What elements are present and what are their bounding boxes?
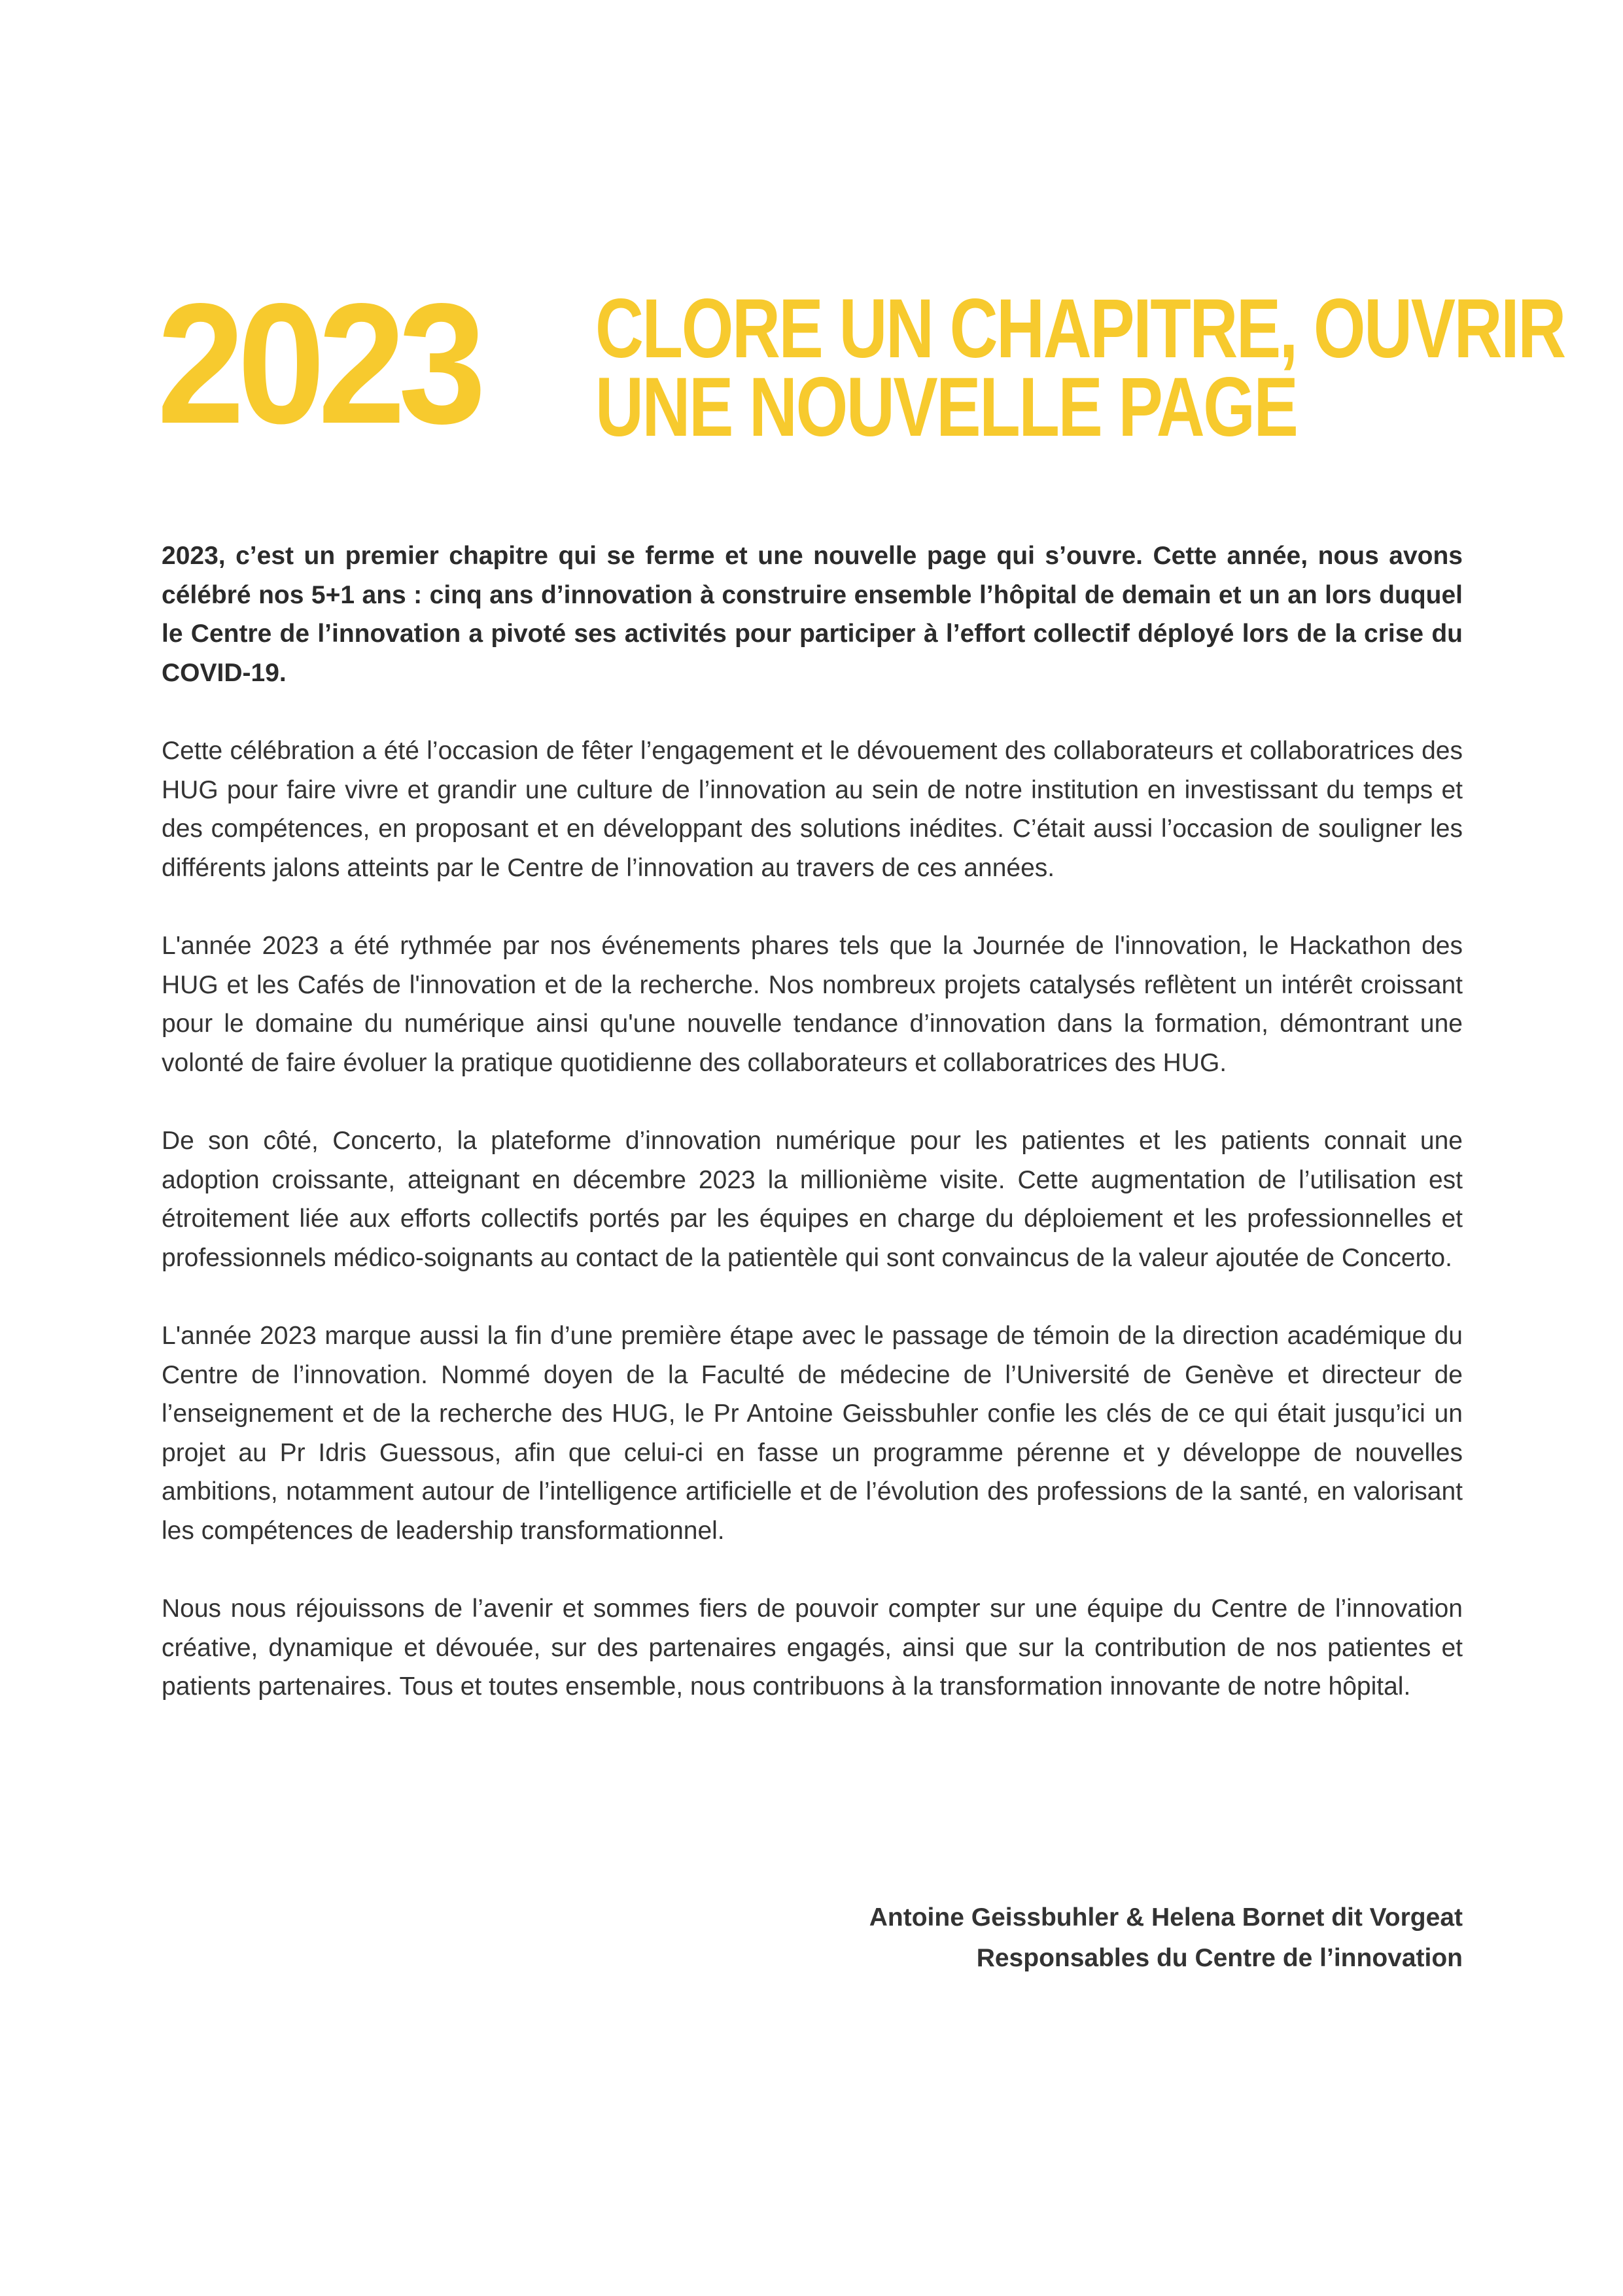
paragraph-direction: L'année 2023 marque aussi la fin d’une première étape avec le passage de témoin de la direction académique du Centre de l’innovation. Nommé doyen de la Faculté de médecine de l’Université de Genève et directeur de l’enseignement et de la recherche des HUG, le Pr Antoine Geissbuhler confie les clés de ce qui était jusqu’ici un projet au Pr Idris Guessous, afin que celui-ci en fasse un programme pérenne et y développe de nouvelles ambitions, notamment autour de l’intelligence artificielle et de l’évolution des professions de la santé, en valorisant les compétences de leadership transformationnel. — [162, 1322, 1463, 1545]
page-header — [157, 268, 1565, 461]
signature-names: Antoine Geissbuhler & Helena Bornet dit Vorgeat — [869, 1903, 1463, 1932]
paragraph-events: L'année 2023 a été rythmée par nos événements phares tels que la Journée de l'innovation, le Hackathon des HUG et les Cafés de l'innovation et de la recherche. Nos nombreux projets catalysés reflètent un intérêt croissant pour le domaine du numérique ainsi qu'une nouvelle tendance d’innovation dans la formation, démontrant une volonté de faire évoluer la pratique quotidienne des collaborateurs et collaboratrices des HUG. — [162, 932, 1463, 1077]
intro-paragraph: 2023, c’est un premier chapitre qui se ferme et une nouvelle page qui s’ouvre. Cette année, nous avons célébré nos 5+1 ans : cinq ans d’innovation à construire ensemble l’hôpital de demain et un an lors duquel le Centre de l’innovation a pivoté ses activités pour participer à l’effort collectif déployé lors de la crise du COVID-19. — [162, 542, 1463, 687]
headline-line-2: UNE NOUVELLE PAGE — [595, 361, 1297, 454]
paragraph-closing: Nous nous réjouissons de l’avenir et sommes fiers de pouvoir compter sur une équipe du Centre de l’innovation créative, dynamique et dévouée, sur des partenaires engagés, ainsi que sur la contribution de nos patientes et patients partenaires. Tous et toutes ensemble, nous contribuons à la transformation innovante de notre hôpital. — [162, 1595, 1463, 1701]
paragraph-concerto: De son côté, Concerto, la plateforme d’innovation numérique pour les patientes et les patients connait une adoption croissante, atteignant en décembre 2023 la millionième visite. Cette augmentation de l’utilisation est étroitement liée aux efforts collectifs portés par les équipes en charge du déploiement et les professionnelles et professionnels médico-soignants au contact de la patientèle qui sont convaincus de la valeur ajoutée de Concerto. — [162, 1127, 1463, 1272]
year-heading: 2023 — [157, 268, 480, 459]
paragraph-celebration: Cette célébration a été l’occasion de fêter l’engagement et le dévouement des collaborateurs et collaboratrices des HUG pour faire vivre et grandir une culture de l’innovation au sein de notre institution en investissant du temps et des compétences, en proposant et en développant des solutions inédites. C’était aussi l’occasion de souligner les différents jalons atteints par le Centre de l’innovation au travers de ces années. — [162, 737, 1463, 882]
signature-role: Responsables du Centre de l’innovation — [976, 1944, 1463, 1972]
editorial-body — [162, 537, 1463, 1746]
headline-line-1: CLORE UN CHAPITRE, OUVRIR — [595, 282, 1565, 376]
headline — [595, 282, 1565, 454]
signature-block — [869, 1898, 1463, 1979]
